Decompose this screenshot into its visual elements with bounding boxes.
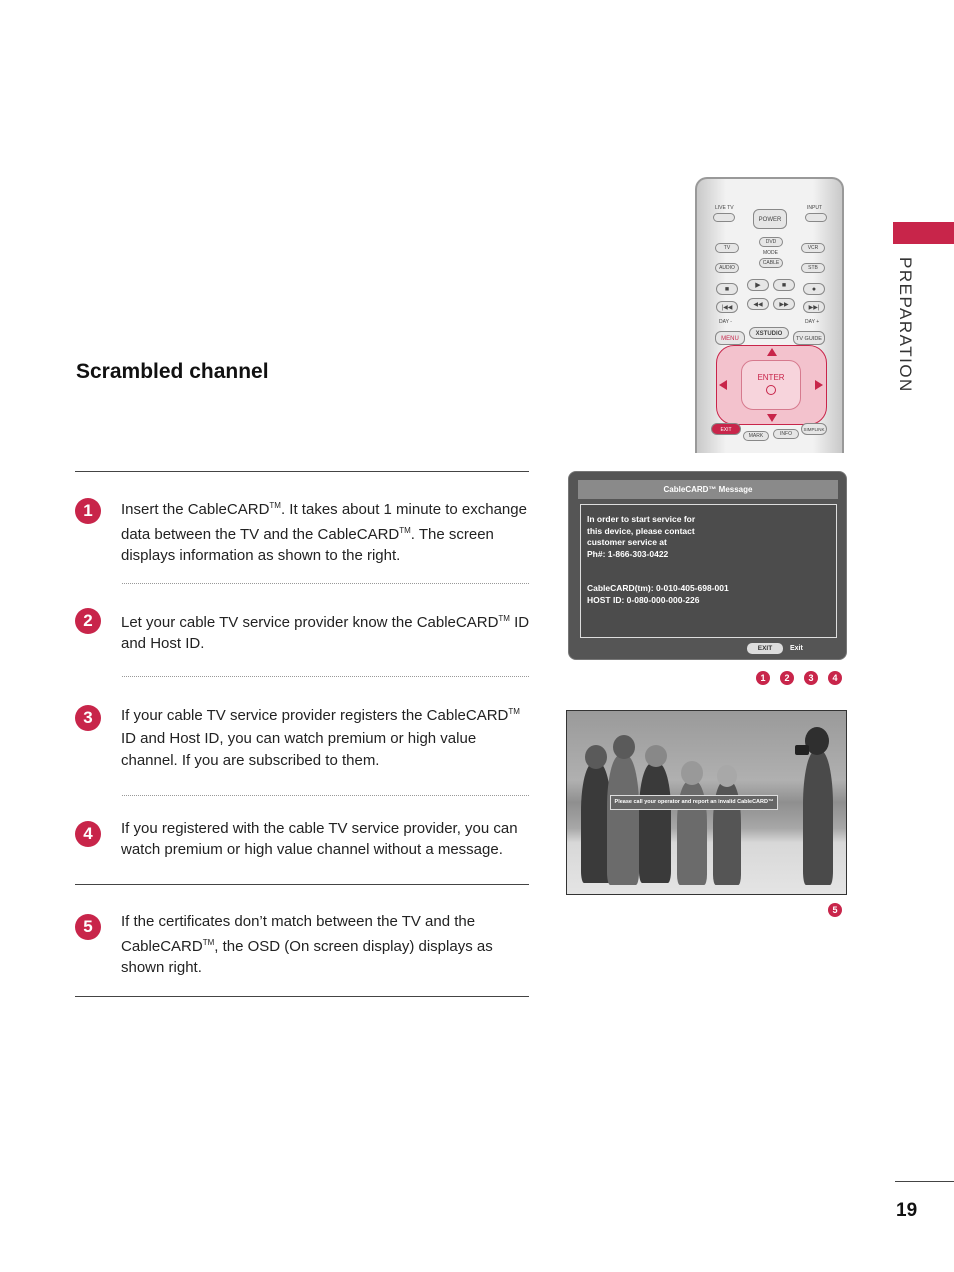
arrow-up-icon [767,348,777,356]
child-with-camera [803,751,833,885]
mode-label: MODE [763,250,778,256]
divider-solid [75,884,529,885]
arrow-down-icon [767,414,777,422]
step-number: 2 [75,608,101,634]
input-button [805,213,827,222]
arrow-left-icon [719,380,727,390]
osd-step-ref: 1 [756,671,770,685]
live-tv-label: LIVE TV [715,205,734,211]
step-2-text: Let your cable TV service provider know the CableCARD™ ID and Host ID. [121,614,530,652]
osd-line: customer service at [587,537,667,547]
osd-line: In order to start service for [587,514,696,524]
live-tv-button [713,213,735,222]
cablecard-message-screen [568,471,847,660]
step-number: 5 [75,914,101,940]
osd-host-id: HOST ID: 0-080-000-000-226 [587,594,700,605]
cable-mode-button: CABLE [759,258,783,268]
simplink-button: SIMPLINK [801,423,827,435]
osd-cablecard-id: CableCARD(tm): 0-010-405-698-001 [587,583,729,593]
child-head [645,745,667,767]
osd-step-ref: 4 [828,671,842,685]
divider [122,583,529,584]
tv-screen-photo [566,710,847,895]
power-button: POWER [753,209,787,229]
osd-message-box [580,504,837,638]
page-number: 19 [896,1200,918,1221]
child-figure [639,763,671,883]
osd-line: this device, please contact [587,525,695,536]
child-figure [607,755,639,885]
step-5-text: If the certificates don’t match between the TV and the CableCARD™, the OSD (On screen display) displays as shown right. [121,913,493,976]
osd-exit-button: EXIT [747,643,783,654]
invalid-cablecard-message: Please call your operator and report an invalid CableCARD™ [610,795,778,810]
step-3-text: If your cable TV service provider registers the CableCARD™ ID and Host ID, you can watch premium or high value channel. If you are subscribed to them. [121,707,520,769]
menu-button: MENU [715,331,745,345]
divider [122,795,529,796]
photo-step-ref: 5 [828,903,842,917]
step-4-text: If you registered with the cable TV service provider, you can watch premium or high value channel without a message. [121,820,518,858]
info-button: INFO [773,429,799,439]
child-head [681,761,703,785]
exit-button: EXIT [711,423,741,435]
navigation-pad [716,345,827,425]
osd-step-ref: 3 [804,671,818,685]
remote-control-illustration [695,177,844,453]
osd-phone: Ph#: 1-866-303-0422 [587,548,669,559]
input-label: INPUT [807,205,822,211]
arrow-right-icon [815,380,823,390]
skip-back-icon: |◀◀ [716,301,738,313]
stb-mode-button: STB [801,263,825,273]
vcr-mode-button: VCR [801,243,825,253]
divider [122,676,529,677]
child-head [585,745,607,769]
osd-step-ref: 2 [780,671,794,685]
tv-mode-button: TV [715,243,739,253]
pause-icon: ■ [773,279,795,291]
day-plus-label: DAY + [805,319,820,325]
enter-dot-icon [766,385,776,395]
xstudio-button: XSTUDIO [749,327,789,339]
tv-guide-button: TV GUIDE [793,331,825,345]
camera-icon [795,745,809,755]
section-tab [893,222,954,244]
day-minus-label: DAY - [719,319,732,325]
step-number: 3 [75,705,101,731]
record-icon: ● [803,283,825,295]
enter-label: ENTER [757,373,785,382]
enter-button [741,360,801,410]
step-number: 4 [75,821,101,847]
page-number-rule [895,1181,954,1182]
mark-button: MARK [743,431,769,441]
section-label: PREPARATION [896,257,915,393]
osd-header: CableCARD™ Message [578,480,838,499]
osd-exit-label: Exit [790,645,803,652]
page-title: Scrambled channel [76,360,269,383]
step-1-text: Insert the CableCARD™. It takes about 1 minute to exchange data between the TV and the CableCARD™. The screen displays information as shown to the right. [121,501,527,564]
play-icon: ▶ [747,279,769,291]
rewind-icon: ◀◀ [747,298,769,310]
bottom-rule [75,996,529,997]
stop-icon: ■ [716,283,738,295]
skip-forward-icon: ▶▶| [803,301,825,313]
child-head [613,735,635,759]
top-rule [75,471,529,472]
step-number: 1 [75,498,101,524]
audio-mode-button: AUDIO [715,263,739,273]
dvd-mode-button: DVD [759,237,783,247]
child-head [717,765,737,787]
fast-forward-icon: ▶▶ [773,298,795,310]
